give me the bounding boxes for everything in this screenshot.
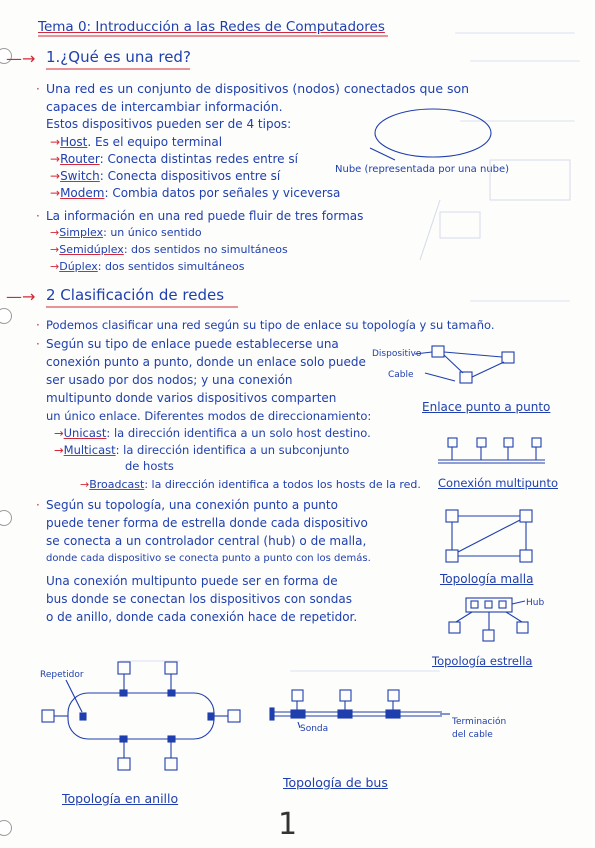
classification-intro: Podemos clasificar una red según su tipo de enlace su topología y su tamaño.: [46, 318, 495, 332]
list-item: →Host. Es el equipo terminal: [50, 135, 223, 149]
page-title: Tema 0: Introducción a las Redes de Computadores: [38, 19, 385, 35]
flow-intro: La información en una red puede fluir de tres formas: [46, 209, 364, 223]
text-line: donde cada dispositivo se conecta punto a punto con los demás.: [46, 553, 371, 564]
star-caption: Topología estrella: [432, 654, 533, 668]
ring-repeater-label: Repetidor: [40, 670, 84, 680]
star-diagram: [449, 598, 528, 641]
section-arrow: —→: [6, 49, 36, 68]
list-item: →Semidúplex: dos sentidos no simultáneos: [50, 243, 288, 256]
bus-end-label: Terminación: [452, 717, 507, 727]
text-line: un único enlace. Diferentes modos de direccionamiento:: [46, 409, 372, 423]
page-number: 1: [278, 807, 298, 842]
bullet: ·: [36, 318, 40, 332]
multipoint-caption: Conexión multipunto: [438, 476, 559, 490]
definition-line: capaces de intercambiar información.: [46, 99, 283, 114]
list-item-continuation: de hosts: [125, 459, 174, 473]
bullet: ·: [36, 498, 40, 512]
definition-line: Una red es un conjunto de dispositivos (nodos) conectados que son: [46, 81, 470, 96]
list-item: →Switch: Conecta dispositivos entre sí: [50, 169, 281, 183]
text-line: o de anillo, donde cada conexión hace de repetidor.: [46, 610, 358, 624]
text-line: Según su topología, una conexión punto a punto: [46, 498, 338, 512]
bullet: ·: [36, 337, 40, 351]
text-line: Según su tipo de enlace puede establecerse una: [46, 337, 339, 351]
text-line: conexión punto a punto, donde un enlace solo puede: [46, 355, 366, 369]
bullet: ·: [36, 209, 40, 223]
text-line: puede tener forma de estrella donde cada dispositivo: [46, 516, 368, 530]
multipoint-diagram: [438, 438, 545, 463]
text-line: se conecta a un controlador central (hub) o de malla,: [46, 534, 367, 548]
list-item: →Simplex: un único sentido: [50, 226, 202, 239]
cloud-icon: [375, 109, 491, 157]
bus-sonda-label: Sonda: [300, 724, 329, 734]
list-item: →Dúplex: dos sentidos simultáneos: [50, 260, 245, 273]
section-2-heading: 2 Clasificación de redes: [46, 286, 225, 304]
text-line: Una conexión multipunto puede ser en forma de: [46, 574, 338, 588]
section-arrow: —→: [6, 287, 36, 306]
ring-diagram: [42, 662, 240, 770]
list-item: →Router: Conecta distintas redes entre sí: [50, 152, 298, 166]
ptp-device-label: Dispositivo: [372, 349, 422, 359]
device-types-intro: Estos dispositivos pueden ser de 4 tipos:: [46, 117, 292, 131]
bus-end-label: del cable: [452, 730, 493, 740]
ptp-caption: Enlace punto a punto: [422, 400, 551, 414]
section-1-heading: 1.¿Qué es una red?: [46, 48, 191, 66]
cloud-caption: Nube (representada por una nube): [335, 164, 510, 175]
bus-caption: Topología de bus: [283, 775, 388, 790]
text-line: ser usado por dos nodos; y una conexión: [46, 373, 293, 387]
list-item: →Unicast: la dirección identifica a un solo host destino.: [54, 426, 371, 440]
point-to-point-diagram: [415, 346, 514, 383]
bullet: ·: [36, 82, 40, 96]
text-line: multipunto donde varios dispositivos comparten: [46, 391, 337, 405]
list-item: →Broadcast: la dirección identifica a todos los hosts de la red.: [80, 478, 421, 491]
list-item: →Modem: Combia datos por señales y viceversa: [50, 186, 341, 200]
mesh-diagram: [446, 510, 532, 562]
ptp-cable-label: Cable: [388, 370, 414, 380]
mesh-caption: Topología malla: [440, 572, 534, 586]
text-line: bus donde se conectan los dispositivos con sondas: [46, 592, 352, 606]
hub-label: Hub: [526, 598, 545, 608]
list-item: →Multicast: la dirección identifica a un subconjunto: [54, 443, 350, 457]
ring-caption: Topología en anillo: [62, 791, 179, 806]
bus-diagram: [270, 690, 450, 728]
